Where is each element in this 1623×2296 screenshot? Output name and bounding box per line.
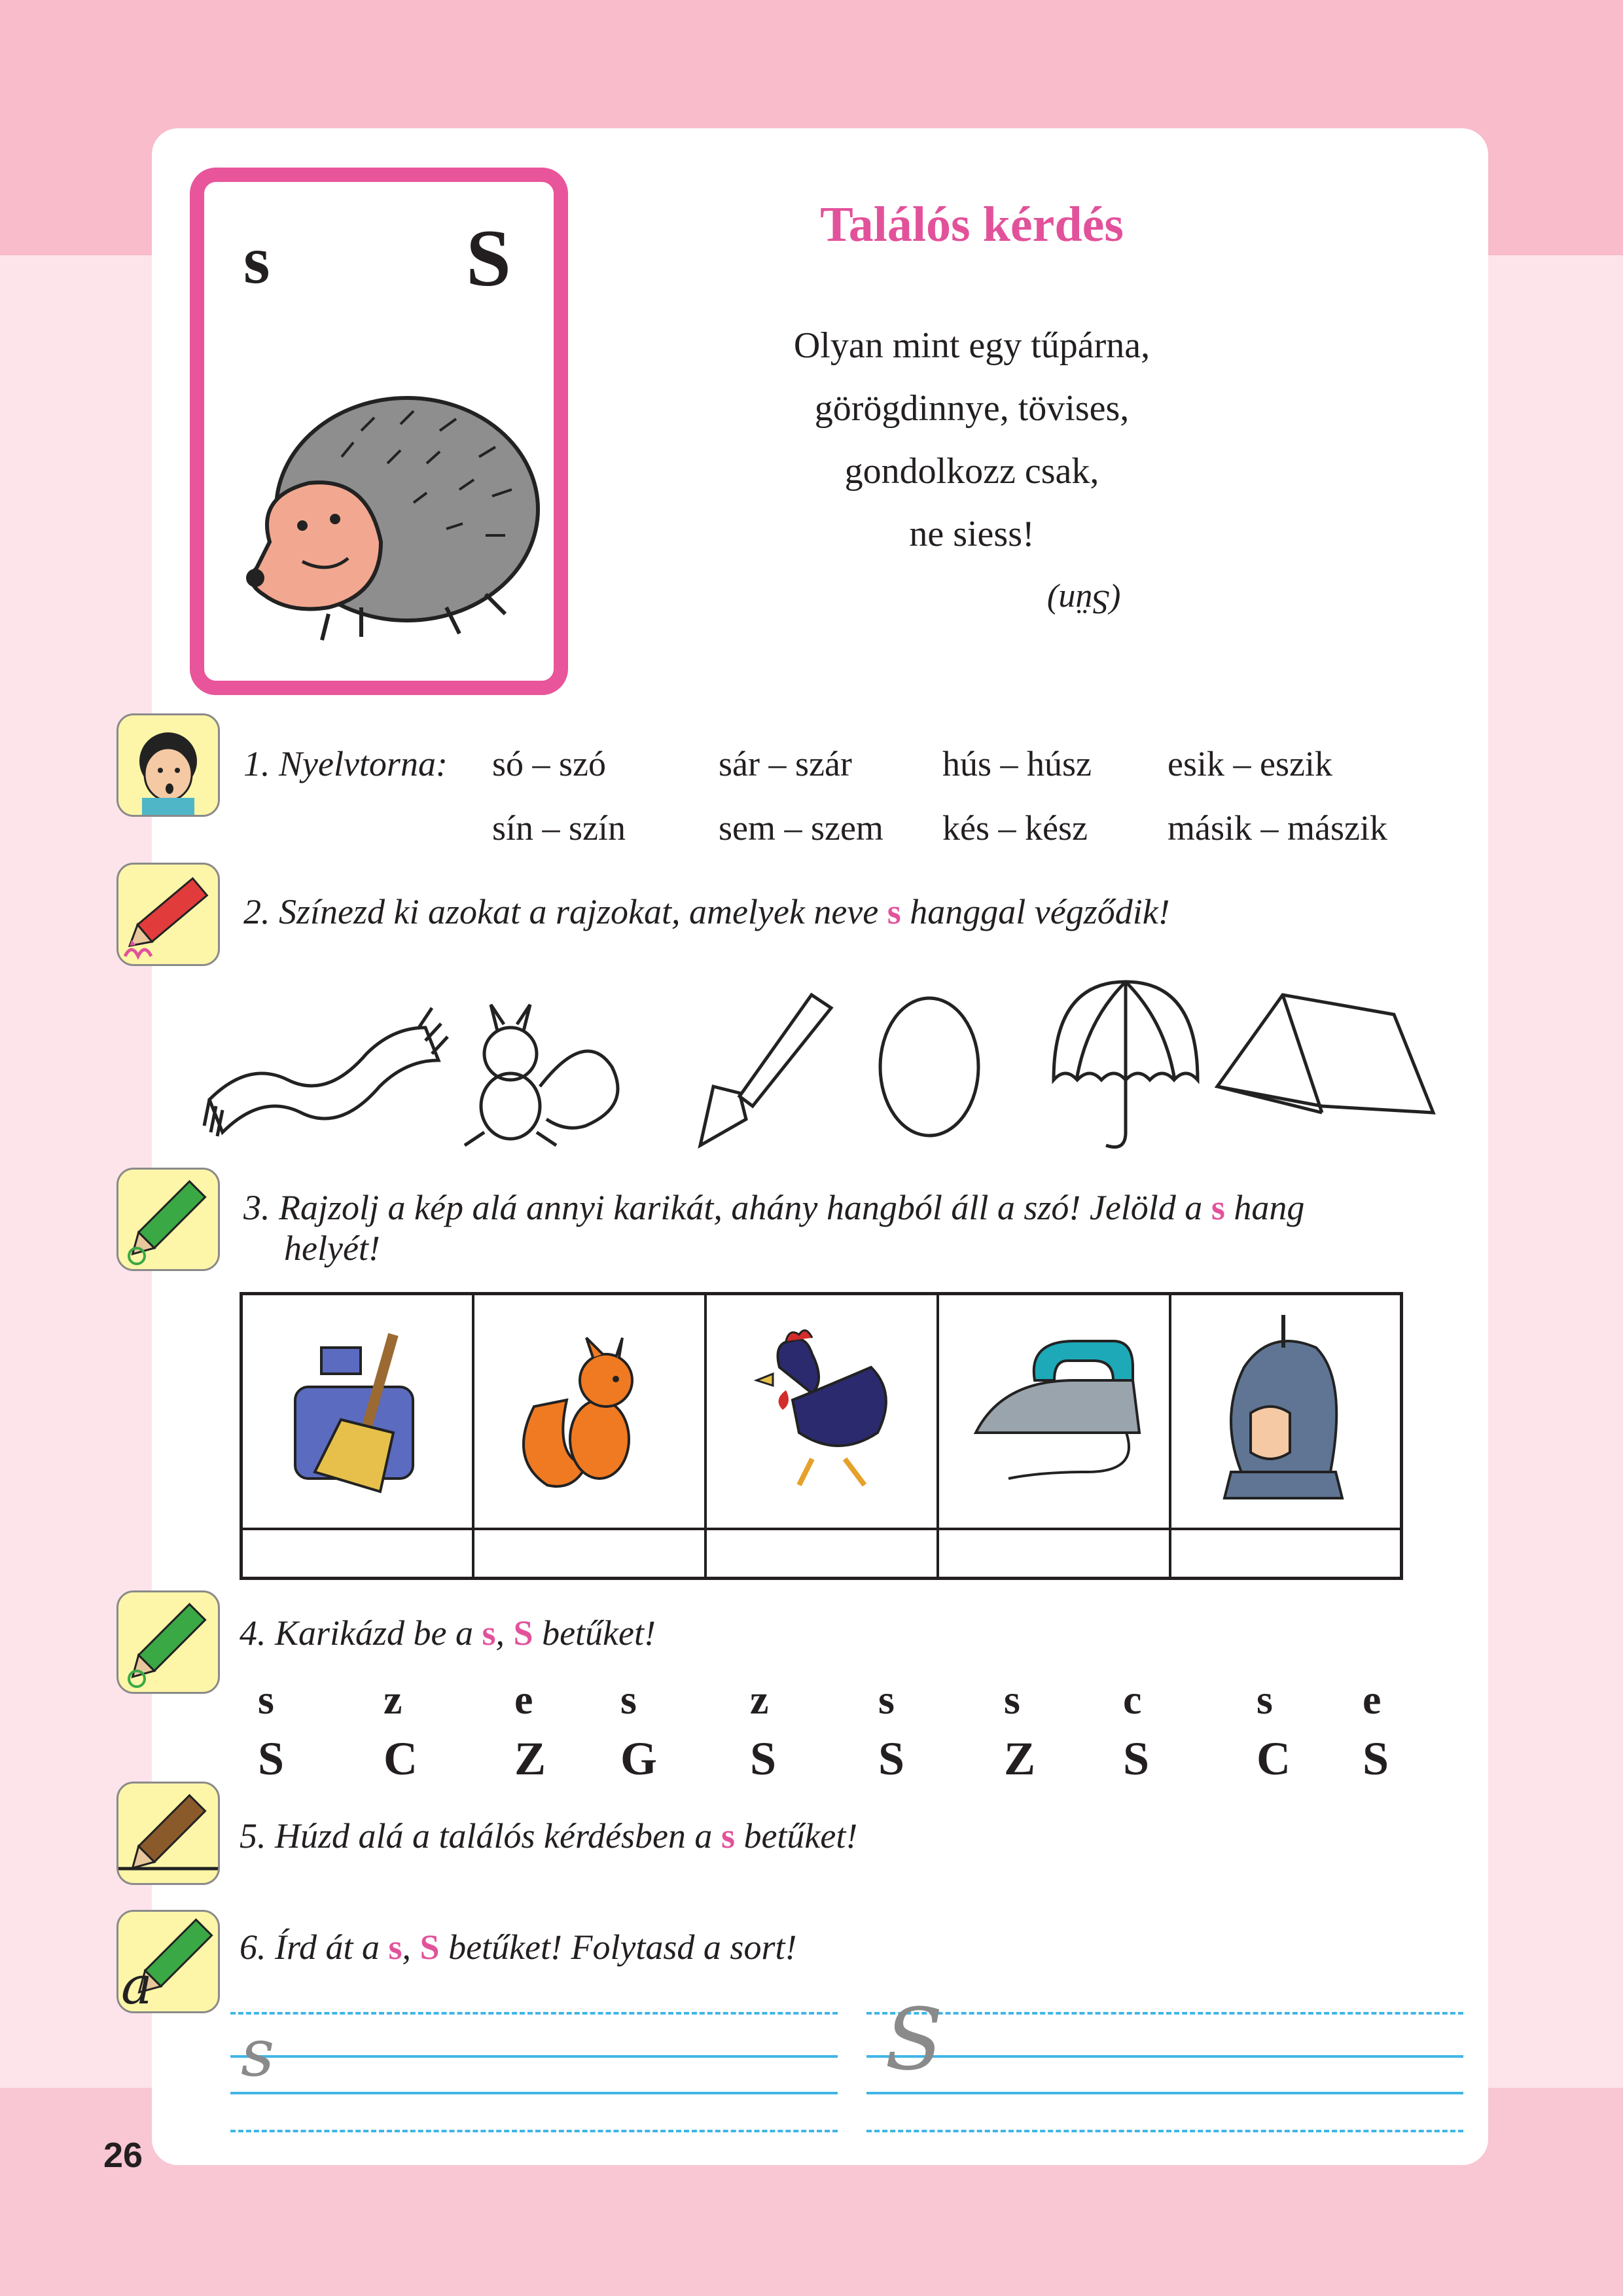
exercise-5-instruction	[240, 1816, 857, 1856]
letter-to-circle[interactable]: c	[1123, 1676, 1142, 1723]
page-number: 26	[103, 2136, 143, 2175]
instruction-text: 6. Írd át a	[240, 1928, 389, 1967]
letter-to-circle[interactable]: S	[750, 1732, 777, 1785]
highlight-letter: s	[721, 1816, 735, 1856]
boy-speaking-icon	[116, 713, 220, 817]
instruction-text: betűket!	[533, 1613, 656, 1653]
tent-drawing	[1217, 995, 1433, 1113]
knight-helmet-picture	[1205, 1308, 1362, 1505]
iron-picture	[963, 1335, 1152, 1492]
instruction-text: ,	[495, 1613, 514, 1653]
hedgehog-illustration	[230, 378, 544, 653]
highlight-letter: s	[482, 1613, 496, 1653]
squirrel-picture	[514, 1328, 665, 1498]
letter-to-circle[interactable]: s	[878, 1676, 895, 1723]
scarf-drawing	[204, 1008, 448, 1136]
instruction-text: 4. Karikázd be a	[240, 1613, 482, 1653]
letter-to-circle[interactable]: C	[383, 1732, 418, 1785]
table-divider	[704, 1295, 707, 1577]
guide-line-dashed	[866, 2012, 1463, 2015]
letter-to-circle[interactable]: s	[620, 1676, 637, 1723]
word-pair: esik – eszik	[1168, 744, 1332, 783]
instruction-text: betűket!	[734, 1816, 858, 1856]
green-pencil-icon	[116, 1168, 220, 1271]
instruction-text: hang	[1224, 1188, 1305, 1227]
instruction-text: hanggal végződik!	[901, 892, 1170, 931]
word-pair: kés – kész	[942, 808, 1088, 848]
trowel-drawing	[700, 995, 831, 1145]
red-pencil-icon	[116, 863, 220, 966]
coloring-drawings	[196, 969, 1440, 1152]
highlight-letter: S	[513, 1613, 533, 1653]
highlight-letter: s	[1211, 1188, 1225, 1227]
word-pair: másik – mászik	[1168, 808, 1387, 848]
table-divider	[1169, 1295, 1171, 1577]
rooster-picture	[740, 1328, 904, 1498]
letter-card	[190, 168, 568, 695]
umbrella-drawing	[1054, 982, 1198, 1147]
guide-line	[230, 2092, 838, 2094]
guide-line-dashed	[866, 2130, 1463, 2132]
svg-text:a: a	[121, 1955, 152, 2011]
table-divider	[472, 1295, 474, 1577]
handwriting-pencil-icon	[116, 1910, 220, 2013]
letter-to-circle[interactable]: G	[620, 1732, 658, 1785]
squirrel-outline-drawing	[465, 1005, 618, 1145]
guide-line	[866, 2092, 1463, 2094]
instruction-text: helyét!	[284, 1229, 380, 1268]
card-lowercase-letter: s	[243, 223, 270, 298]
letter-to-circle[interactable]: S	[878, 1732, 905, 1785]
riddle-line: görögdinnye, tövises,	[814, 388, 1130, 429]
tracing-letter: s	[241, 2015, 275, 2091]
word-pair: sem – szem	[719, 808, 883, 848]
highlight-letter: s	[388, 1928, 402, 1967]
instruction-text: ,	[402, 1928, 420, 1967]
riddle-title: Találós kérdés	[820, 197, 1124, 252]
riddle-text	[740, 314, 1204, 565]
riddle-line: Olyan mint egy tűpárna,	[793, 325, 1150, 366]
letter-to-circle[interactable]: C	[1257, 1732, 1291, 1785]
letter-to-circle[interactable]: e	[1363, 1676, 1382, 1723]
letter-to-circle[interactable]: z	[750, 1676, 769, 1723]
riddle-answer-upside-down: (Sün)	[1047, 583, 1121, 620]
word-pair: sár – szár	[719, 744, 852, 783]
exercise-4-instruction	[240, 1613, 656, 1653]
letter-to-circle[interactable]: Z	[1004, 1732, 1036, 1785]
guide-line	[866, 2055, 1463, 2058]
letter-to-circle[interactable]: S	[258, 1732, 285, 1785]
instruction-text: 2. Színezd ki azokat a rajzokat, amelyek neve	[243, 892, 887, 931]
exercise-1-label: 1. Nyelvtorna:	[243, 744, 448, 783]
dustpan-brush-picture	[282, 1328, 439, 1498]
letter-to-circle[interactable]: z	[383, 1676, 402, 1723]
card-uppercase-letter: S	[466, 213, 511, 303]
brown-pencil-underline-icon	[116, 1782, 220, 1885]
riddle-line: ne siess!	[909, 514, 1035, 554]
instruction-text: 3. Rajzolj a kép alá annyi karikát, ahány hangból áll a szó! Jelöld a	[243, 1188, 1211, 1227]
instruction-text: betűket! Folytasd a sort!	[439, 1928, 797, 1967]
exercise-6-instruction	[240, 1927, 796, 1967]
instruction-text: 5. Húzd alá a találós kérdésben a	[240, 1816, 721, 1856]
highlight-letter: S	[419, 1928, 440, 1967]
table-divider	[243, 1528, 1400, 1530]
exercise-2-instruction	[243, 891, 1170, 932]
letter-to-circle[interactable]: s	[258, 1676, 274, 1723]
exercise-3-instruction	[243, 1187, 1304, 1268]
word-pair: sín – szín	[492, 808, 626, 848]
letter-to-circle[interactable]: s	[1257, 1676, 1273, 1723]
table-divider	[936, 1295, 939, 1577]
green-pencil-icon	[116, 1590, 220, 1694]
guide-line-dashed	[230, 2130, 838, 2132]
tracing-letter: S	[885, 1990, 944, 2089]
letter-to-circle[interactable]: S	[1363, 1732, 1389, 1785]
letter-to-circle[interactable]: S	[1123, 1732, 1150, 1785]
guide-line-dashed	[230, 2012, 838, 2015]
word-pair: só – szó	[492, 744, 606, 783]
guide-line	[230, 2055, 838, 2058]
letter-to-circle[interactable]: e	[514, 1676, 533, 1723]
sound-count-table	[240, 1292, 1403, 1580]
highlight-letter: s	[887, 892, 901, 931]
egg-drawing	[880, 998, 978, 1136]
letter-to-circle[interactable]: s	[1004, 1676, 1020, 1723]
riddle-line: gondolkozz csak,	[844, 451, 1099, 492]
letter-to-circle[interactable]: Z	[514, 1732, 546, 1785]
word-pair: hús – húsz	[942, 744, 1092, 783]
